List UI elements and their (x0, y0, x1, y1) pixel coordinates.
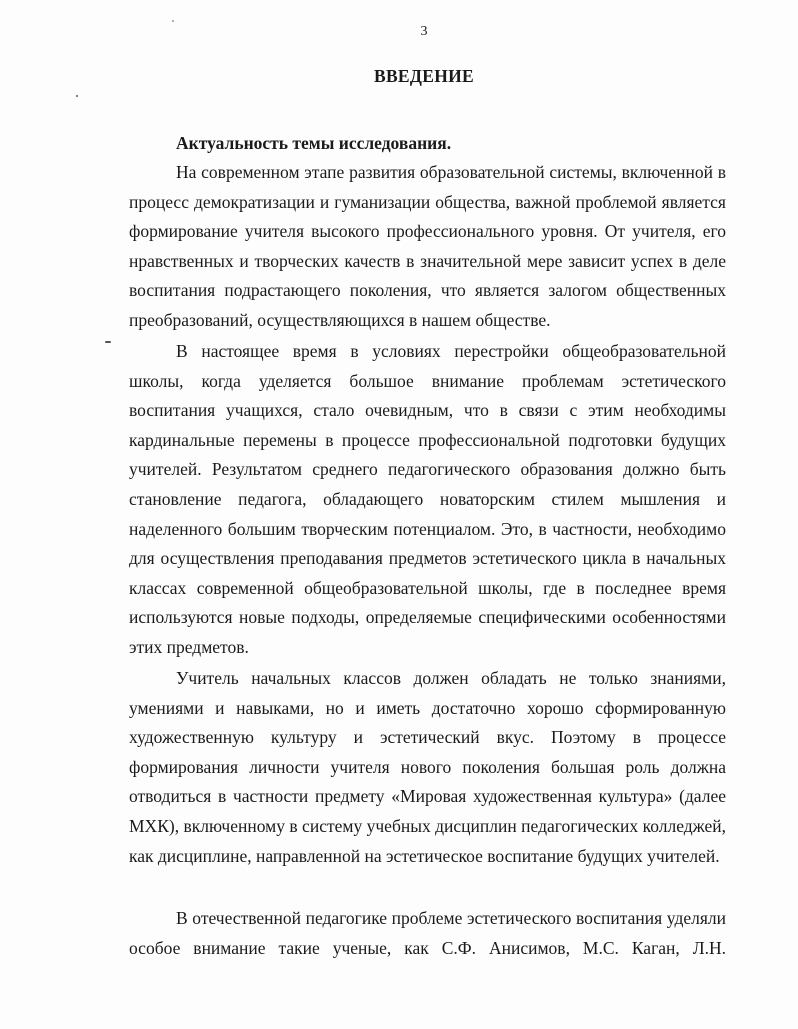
page-title: ВВЕДЕНИЕ (373, 66, 475, 86)
paragraph-2-block (129, 337, 726, 663)
scan-speck (172, 20, 174, 22)
paragraph: На современном этапе развития образовательной системы, включенной в процесс демократизации и гуманизации общества, важной проблемой является формирование учителя высокого профессионального уровня. От учителя, его нравственных и творческих качеств в значительной мере зависит успех в деле воспитания подрастающего поколения, что является залогом общественных преобразований, осуществляющихся в нашем обществе. (129, 162, 726, 330)
paragraph-1-block (129, 158, 726, 336)
page-number: 3 (420, 24, 428, 39)
section-subheading: Актуальность темы исследования. (176, 133, 452, 153)
paragraph-3-block (129, 664, 726, 871)
paragraph: В отечественной педагогике проблеме эстетического воспитания уделяли особое внимание такие ученые, как С.Ф. Анисимов, М.С. Каган, Л.Н. (129, 908, 726, 958)
scan-speck (76, 95, 78, 97)
paragraph: Учитель начальных классов должен обладать не только знаниями, умениями и навыками, но и иметь достаточно хорошо сформированную художественную культуру и эстетический вкус. Поэтому в процессе формирования личности учителя нового поколения большая роль должна отводиться в частности предмету «Мировая художественная культура» (далее МХК), включенному в систему учебных дисциплин педагогических колледжей, как дисциплине, направленной на эстетическое воспитание будущих учителей. (129, 668, 726, 866)
paragraph-4-block (129, 904, 726, 963)
paragraph: В настоящее время в условиях перестройки общеобразовательной школы, когда уделяется большое внимание проблемам эстетического воспитания учащихся, стало очевидным, что в связи с этим необходимы кардинальные перемены в процессе профессиональной подготовки будущих учителей. Результатом среднего педагогического образования должно быть становление педагога, обладающего новаторским стилем мышления и наделенного большим творческим потенциалом. Это, в частности, необходимо для осуществления преподавания предметов эстетического цикла в начальных классах современной общеобразовательной школы, где в последнее время используются новые подходы, определяемые специфическими особенностями этих предметов. (129, 341, 726, 657)
scan-speck (105, 341, 111, 343)
